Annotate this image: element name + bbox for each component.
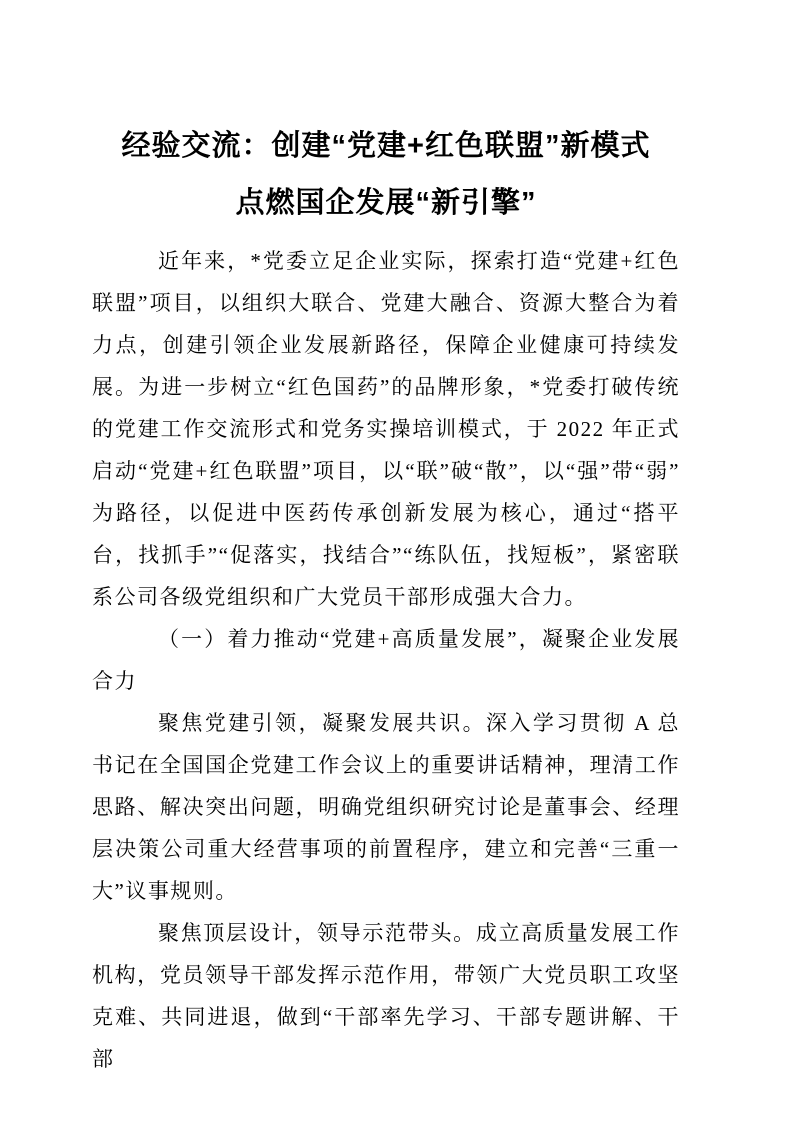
- body-paragraph-intro: 近年来，*党委立足企业实际，探索打造“党建+红色联盟”项目，以组织大联合、党建大融合、资源大整合为着力点，创建引领企业发展新路径，保障企业健康可持续发展。为进一步树立“红色国药”的品牌形象，*党委打破传统的党建工作交流形式和党务实操培训模式，于 2022 年正式启动“党建+红色联盟”项目，以“联”破“散”，以“强”带“弱”为路径，以促进中医药传承创新发展为核心，通过“搭平台，找抓手”“促落实，找结合”“练队伍，找短板”，紧密联系公司各级党组织和广大党员干部形成强大合力。: [92, 249, 680, 609]
- document-title: [92, 118, 680, 232]
- document-title-line-2: 点燃国企发展“新引擎”: [235, 187, 537, 219]
- body-paragraph-section-heading: （一）着力推动“党建+高质量发展”，凝聚企业发展合力: [92, 627, 680, 693]
- document-body: [92, 240, 680, 1080]
- body-paragraph-top-level-design: 聚焦顶层设计，领导示范带头。成立高质量发展工作机构，党员领导干部发挥示范作用，带领广大党员职工攻坚克难、共同进退，做到“干部率先学习、干部专题讲解、干部: [92, 921, 680, 1071]
- document-title-line-1: 经验交流：创建“党建+红色联盟”新模式: [121, 130, 651, 162]
- body-paragraph-party-leadership: 聚焦党建引领，凝聚发展共识。深入学习贯彻 A 总书记在全国国企党建工作会议上的重要讲话精神，理清工作思路、解决突出问题，明确党组织研究讨论是董事会、经理层决策公司重大经营事项的前置程序，建立和完善“三重一大”议事规则。: [92, 711, 680, 903]
